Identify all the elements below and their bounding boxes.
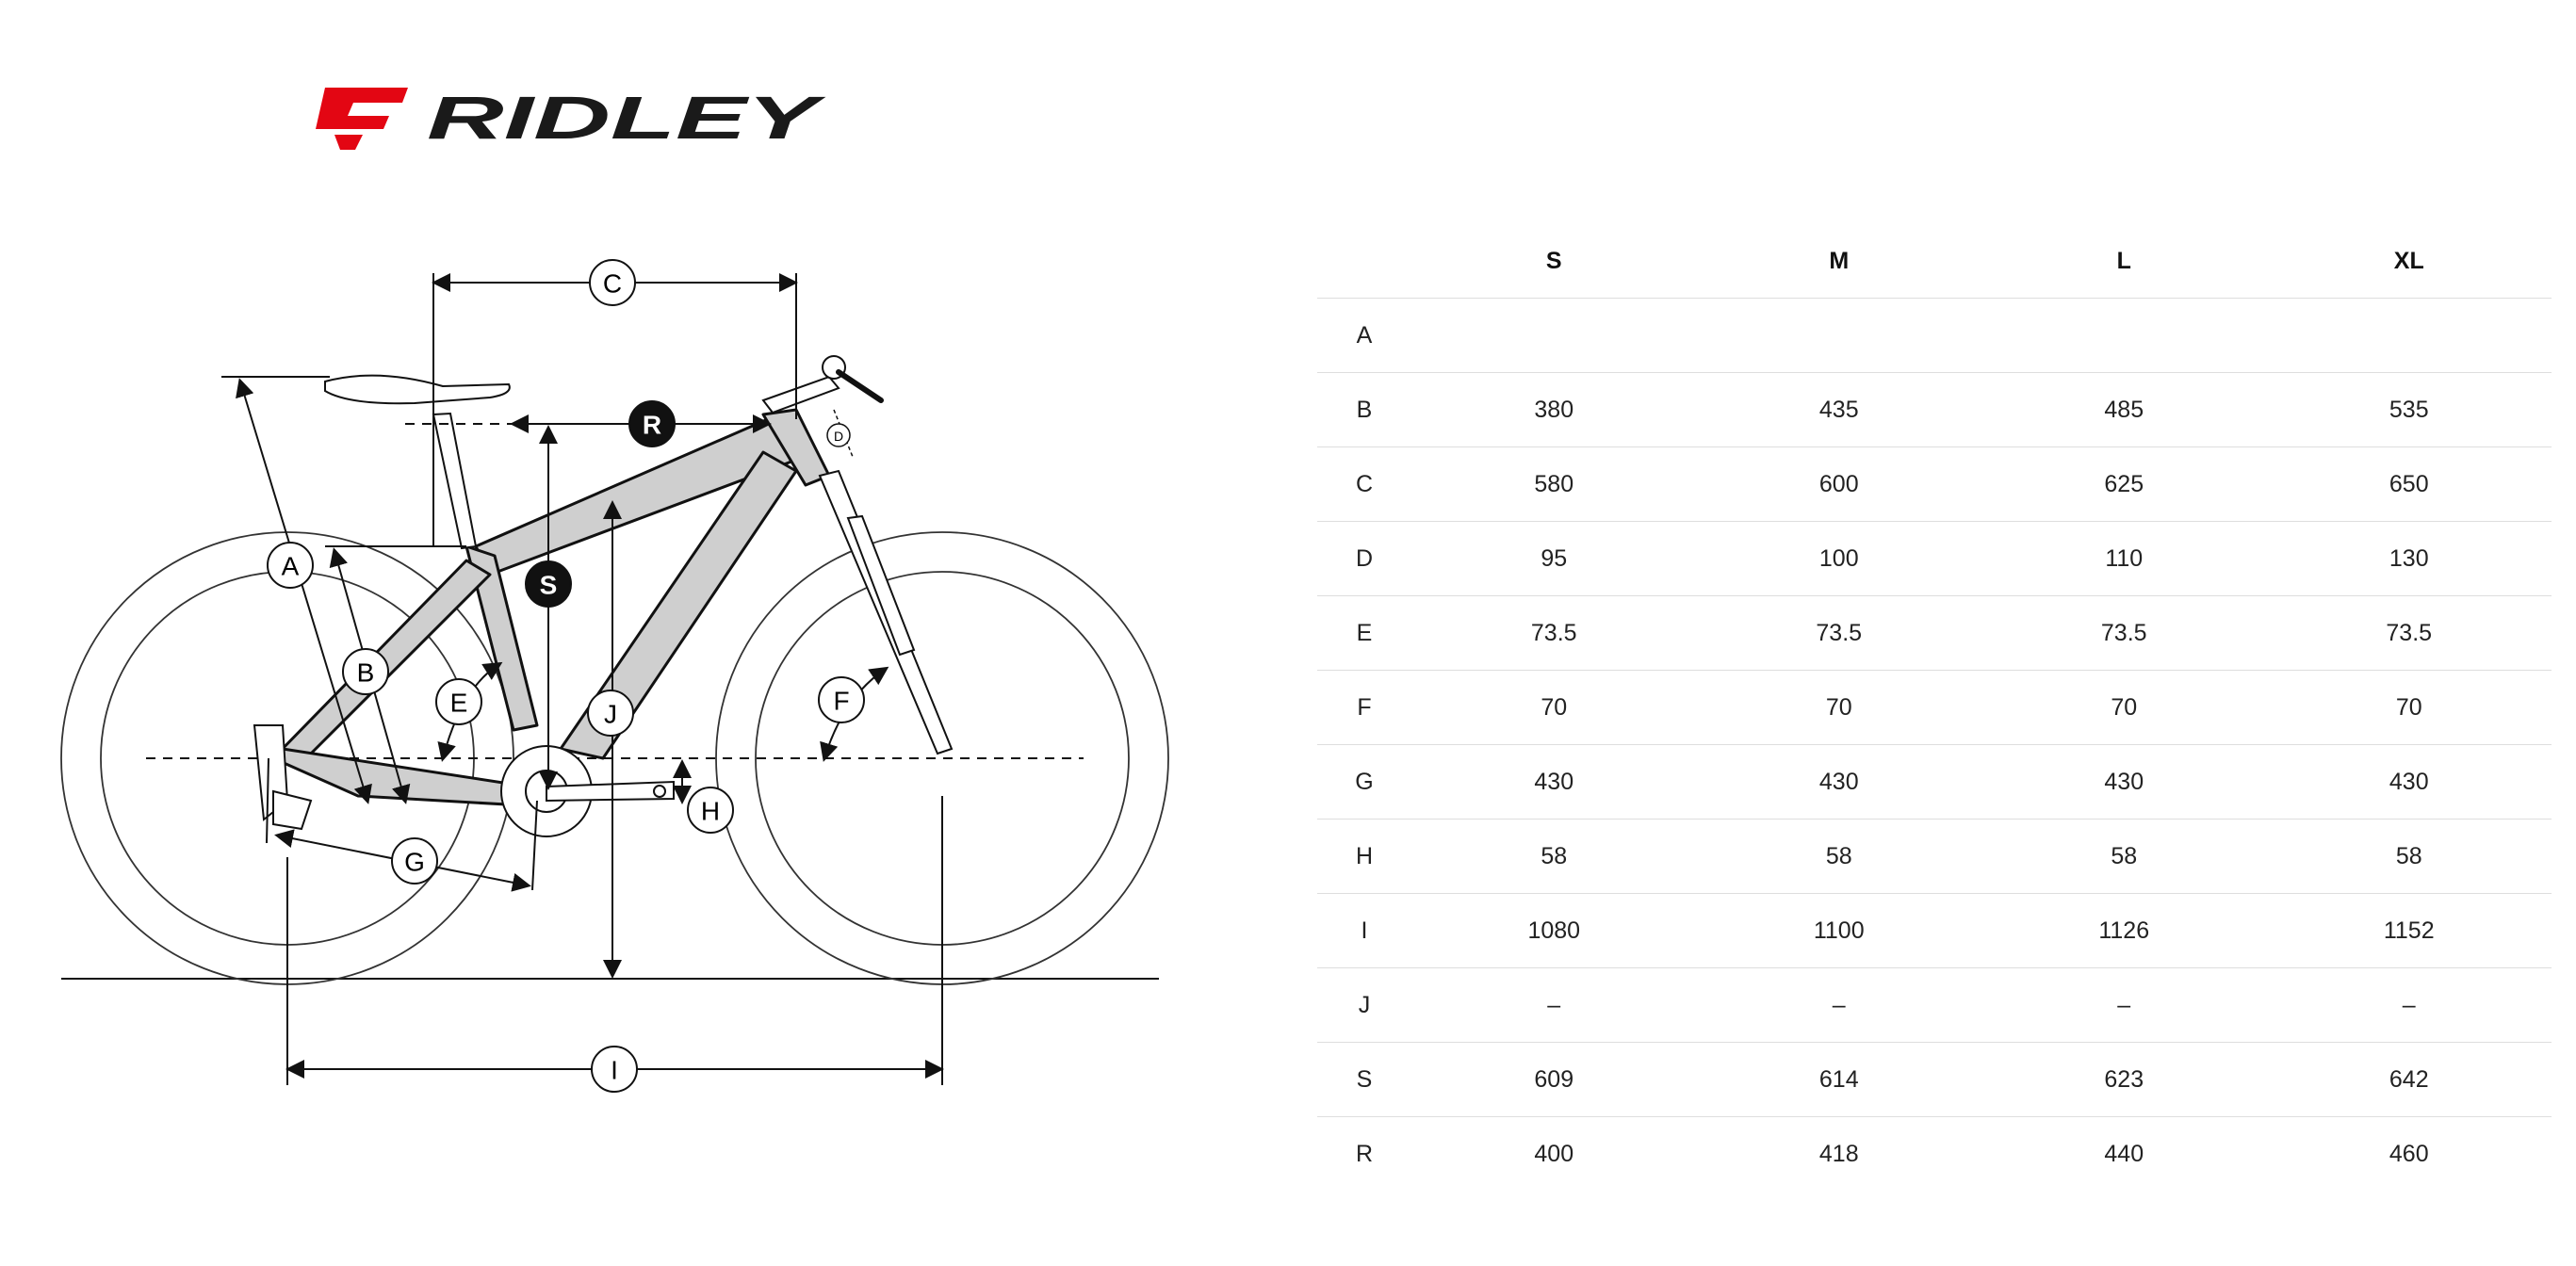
- row-label: H: [1317, 820, 1411, 894]
- table-cell: 460: [2389, 1140, 2429, 1167]
- table-row: [1317, 373, 2552, 447]
- table-cell: –: [1697, 968, 1982, 1043]
- table-cell: 435: [1697, 373, 1982, 447]
- table-cell: 73.5: [1411, 596, 1697, 671]
- callout-a: [268, 543, 313, 588]
- table-cell: –: [1411, 968, 1697, 1043]
- column-header-dimension: [1317, 224, 1411, 299]
- column-header-size: XL: [2267, 224, 2552, 299]
- table-cell: 73.5: [1981, 596, 2267, 671]
- table-cell: [1411, 299, 1697, 373]
- row-label: A: [1317, 299, 1411, 373]
- table-row: [1317, 1117, 2552, 1192]
- callout-g: [392, 838, 437, 884]
- row-label: C: [1317, 447, 1411, 522]
- svg-text:D: D: [833, 429, 844, 444]
- row-label: R: [1355, 1140, 1374, 1167]
- row-label: G: [1317, 745, 1411, 820]
- table-cell: 1080: [1411, 894, 1697, 968]
- callout-f: [819, 677, 864, 722]
- ridley-logo: [297, 80, 834, 155]
- table-cell: 70: [2267, 671, 2552, 745]
- table-row: [1317, 968, 2552, 1043]
- bike-geometry-diagram: [0, 235, 1187, 1102]
- table-cell: 440: [2104, 1140, 2144, 1167]
- table-cell: 625: [1981, 447, 2267, 522]
- table-cell: 430: [1697, 745, 1982, 820]
- table-cell: 58: [1697, 820, 1982, 894]
- table-cell: [1697, 299, 1982, 373]
- table-cell: 623: [1981, 1043, 2267, 1117]
- table-cell: 614: [1697, 1043, 1982, 1117]
- table-cell: –: [2267, 968, 2552, 1043]
- callout-i: [592, 1047, 637, 1092]
- row-label: D: [1317, 522, 1411, 596]
- svg-text:H: H: [700, 796, 721, 826]
- table-cell: 73.5: [2267, 596, 2552, 671]
- svg-text:R: R: [642, 410, 662, 440]
- callout-r: [629, 401, 675, 446]
- table-cell: 430: [1411, 745, 1697, 820]
- callout-c: [590, 260, 635, 305]
- table-row: [1317, 820, 2552, 894]
- row-label: I: [1317, 894, 1411, 968]
- table-header-row: [1317, 224, 2552, 299]
- table-row: [1317, 299, 2552, 373]
- table-row: [1317, 894, 2552, 968]
- table-row: [1317, 447, 2552, 522]
- table-cell: 95: [1411, 522, 1697, 596]
- svg-text:S: S: [539, 570, 558, 600]
- table-cell: 485: [1981, 373, 2267, 447]
- table-cell: 110: [1981, 522, 2267, 596]
- callout-j: [588, 690, 633, 736]
- callout-b: [343, 649, 388, 694]
- svg-text:B: B: [356, 657, 375, 688]
- row-label: E: [1317, 596, 1411, 671]
- table-cell: 642: [2267, 1043, 2552, 1117]
- table-cell: 70: [1697, 671, 1982, 745]
- svg-text:A: A: [281, 551, 300, 581]
- callout-s: [526, 561, 571, 607]
- table-row: [1317, 745, 2552, 820]
- table-cell: 1100: [1697, 894, 1982, 968]
- callout-h: [688, 787, 733, 833]
- table-cell: 73.5: [1697, 596, 1982, 671]
- table-row: [1317, 1043, 2552, 1117]
- ridley-r-mark-icon: [316, 88, 408, 150]
- table-cell: 1126: [1981, 894, 2267, 968]
- svg-text:G: G: [404, 847, 425, 877]
- geometry-table: [1317, 224, 2552, 1191]
- table-cell: 100: [1697, 522, 1982, 596]
- table-cell: 58: [1411, 820, 1697, 894]
- saddle: [325, 376, 510, 548]
- svg-text:E: E: [449, 688, 468, 718]
- table-cell: 58: [1981, 820, 2267, 894]
- callout-d: [827, 424, 850, 446]
- column-header-size: M: [1697, 224, 1982, 299]
- row-label: F: [1317, 671, 1411, 745]
- handlebar: [763, 356, 881, 413]
- column-header-size: L: [1981, 224, 2267, 299]
- table-cell: 430: [2267, 745, 2552, 820]
- table-cell: 130: [2267, 522, 2552, 596]
- callout-e: [436, 679, 481, 724]
- crankset: [501, 746, 674, 836]
- svg-text:C: C: [602, 268, 623, 299]
- table-cell: 380: [1411, 373, 1697, 447]
- table-cell: [1981, 299, 2267, 373]
- table-cell: 535: [2267, 373, 2552, 447]
- row-label: B: [1317, 373, 1411, 447]
- table-cell: 418: [1818, 1140, 1859, 1167]
- table-cell: 580: [1411, 447, 1697, 522]
- table-cell: 70: [1981, 671, 2267, 745]
- table-cell: 609: [1411, 1043, 1697, 1117]
- ridley-wordmark: RIDLEY: [427, 84, 827, 152]
- table-row: [1317, 671, 2552, 745]
- row-label: J: [1317, 968, 1411, 1043]
- table-row: [1317, 522, 2552, 596]
- table-cell: 650: [2267, 447, 2552, 522]
- table-cell: 1152: [2267, 894, 2552, 968]
- svg-text:I: I: [611, 1055, 618, 1085]
- table-cell: 600: [1697, 447, 1982, 522]
- table-cell: 70: [1411, 671, 1697, 745]
- svg-text:F: F: [833, 686, 850, 716]
- row-label: S: [1317, 1043, 1411, 1117]
- column-header-size: S: [1411, 224, 1697, 299]
- svg-text:J: J: [604, 699, 617, 729]
- table-row: [1317, 596, 2552, 671]
- table-cell: 58: [2267, 820, 2552, 894]
- table-cell: 400: [1534, 1140, 1574, 1167]
- table-cell: 430: [1981, 745, 2267, 820]
- table-cell: –: [1981, 968, 2267, 1043]
- dimension-i: [287, 796, 942, 1085]
- table-cell: [2267, 299, 2552, 373]
